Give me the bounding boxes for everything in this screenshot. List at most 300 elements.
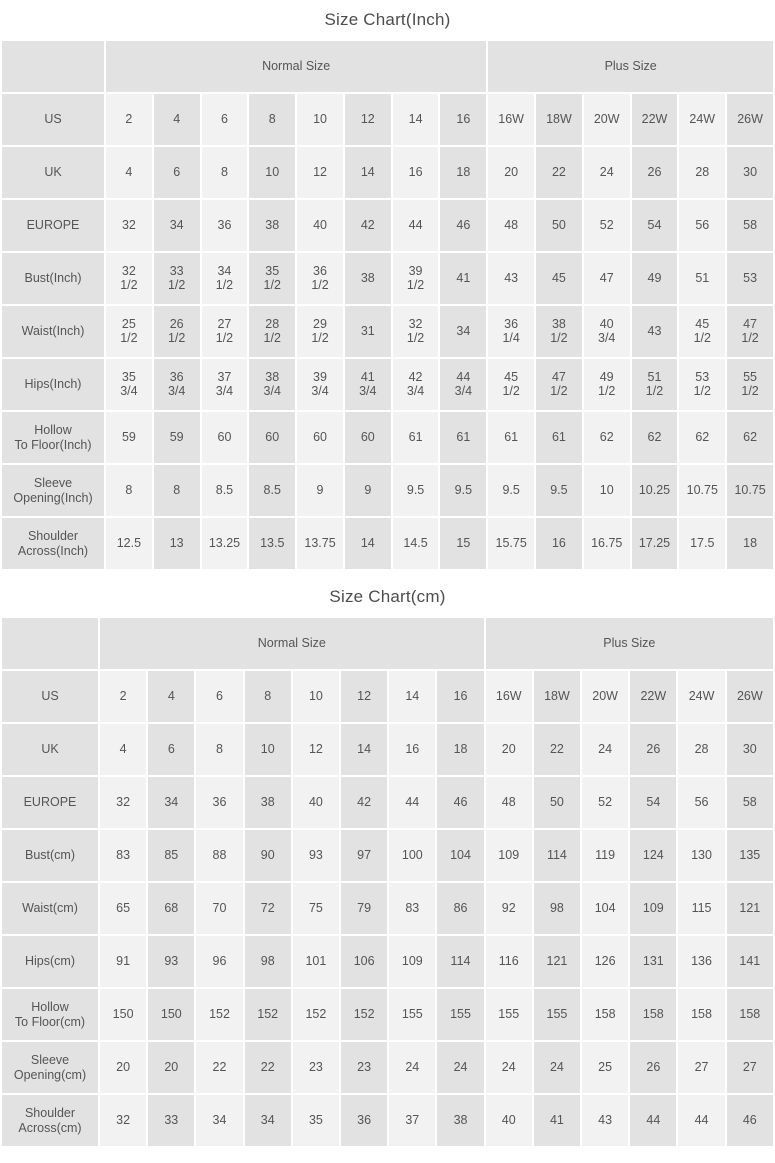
table-cell: 61 — [392, 411, 440, 464]
table-cell: 39 3/4 — [296, 358, 344, 411]
size-chart-inch-table — [0, 39, 775, 571]
table-cell: 83 — [99, 829, 147, 882]
table-cell: 28 — [678, 146, 726, 199]
table-cell: 98 — [244, 935, 292, 988]
table-cell: 59 — [105, 411, 153, 464]
table-row — [1, 1041, 774, 1094]
table-cell: 34 — [153, 199, 201, 252]
table-cell: 18 — [436, 723, 484, 776]
table-cell: 47 1/2 — [726, 305, 774, 358]
table-cell: 8 — [105, 464, 153, 517]
table-cell: 28 1/2 — [248, 305, 296, 358]
table-cell: 8.5 — [248, 464, 296, 517]
table-cell: 62 — [678, 411, 726, 464]
table-cell: 155 — [388, 988, 436, 1041]
row-label: Sleeve Opening(cm) — [1, 1041, 99, 1094]
table-row — [1, 93, 774, 146]
row-label: Hollow To Floor(cm) — [1, 988, 99, 1041]
table-cell: 60 — [248, 411, 296, 464]
table-cell: 46 — [439, 199, 487, 252]
table-cell: 36 1/2 — [296, 252, 344, 305]
table-cell: 72 — [244, 882, 292, 935]
table-cell: 131 — [629, 935, 677, 988]
table-cell: 114 — [533, 829, 581, 882]
table-cell: 9.5 — [439, 464, 487, 517]
table-cell: 16 — [392, 146, 440, 199]
table-cell: 109 — [388, 935, 436, 988]
table-cell: 17.25 — [631, 517, 679, 570]
table-cell: 56 — [678, 199, 726, 252]
table-cell: 90 — [244, 829, 292, 882]
table-cell: 6 — [147, 723, 195, 776]
table-cell: 8 — [201, 146, 249, 199]
table-cell: 16W — [487, 93, 535, 146]
table-cell: 141 — [726, 935, 774, 988]
row-label: UK — [1, 146, 105, 199]
table-cell: 61 — [487, 411, 535, 464]
table-cell: 68 — [147, 882, 195, 935]
size-chart-inch-section — [0, 0, 775, 571]
table-cell: 121 — [533, 935, 581, 988]
table-cell: 25 1/2 — [105, 305, 153, 358]
table-cell: 36 — [340, 1094, 388, 1147]
table-cell: 91 — [99, 935, 147, 988]
table-cell: 24 — [581, 723, 629, 776]
table-cell: 29 1/2 — [296, 305, 344, 358]
table-cell: 43 — [631, 305, 679, 358]
table-cell: 45 — [535, 252, 583, 305]
table-cell: 10 — [244, 723, 292, 776]
table-cell: 46 — [726, 1094, 774, 1147]
table-cell: 26W — [726, 93, 774, 146]
table-cell: 43 — [487, 252, 535, 305]
table-cell: 10 — [248, 146, 296, 199]
table-cell: 47 1/2 — [535, 358, 583, 411]
table-cell: 9.5 — [487, 464, 535, 517]
table-cell: 34 — [195, 1094, 243, 1147]
table-cell: 155 — [485, 988, 533, 1041]
table-cell: 27 1/2 — [201, 305, 249, 358]
table-cell: 22 — [535, 146, 583, 199]
table-cell: 104 — [436, 829, 484, 882]
corner-cell — [1, 40, 105, 93]
table-cell: 38 — [248, 199, 296, 252]
table-cell: 37 3/4 — [201, 358, 249, 411]
table-cell: 22W — [631, 93, 679, 146]
table-row — [1, 1094, 774, 1147]
group-header-row — [1, 40, 774, 93]
table-cell: 9 — [344, 464, 392, 517]
corner-cell — [1, 617, 99, 670]
table-cell: 116 — [485, 935, 533, 988]
table-cell: 24 — [436, 1041, 484, 1094]
table-cell: 62 — [631, 411, 679, 464]
table-cell: 16W — [485, 670, 533, 723]
table-cell: 61 — [439, 411, 487, 464]
table-cell: 10.25 — [631, 464, 679, 517]
table-cell: 135 — [726, 829, 774, 882]
table-cell: 83 — [388, 882, 436, 935]
table-cell: 16 — [436, 670, 484, 723]
table-cell: 16 — [388, 723, 436, 776]
table-cell: 52 — [583, 199, 631, 252]
table-cell: 50 — [533, 776, 581, 829]
table-cell: 20 — [487, 146, 535, 199]
table-cell: 34 — [439, 305, 487, 358]
table-cell: 9 — [296, 464, 344, 517]
table-cell: 24W — [678, 93, 726, 146]
row-label: Shoulder Across(cm) — [1, 1094, 99, 1147]
table-cell: 60 — [344, 411, 392, 464]
table-row — [1, 988, 774, 1041]
row-label: US — [1, 670, 99, 723]
size-chart-cm-section — [0, 577, 775, 1148]
table-cell: 33 — [147, 1094, 195, 1147]
table-cell: 30 — [726, 146, 774, 199]
size-chart-inch-title: Size Chart(Inch) — [324, 10, 451, 29]
table-cell: 54 — [631, 199, 679, 252]
table-cell: 36 1/4 — [487, 305, 535, 358]
group-header-plus-size: Plus Size — [485, 617, 774, 670]
table-cell: 52 — [581, 776, 629, 829]
table-cell: 16 — [439, 93, 487, 146]
table-row — [1, 723, 774, 776]
table-cell: 26 — [629, 1041, 677, 1094]
table-cell: 18 — [726, 517, 774, 570]
table-cell: 12 — [292, 723, 340, 776]
row-label: EUROPE — [1, 199, 105, 252]
table-cell: 155 — [533, 988, 581, 1041]
table-cell: 152 — [292, 988, 340, 1041]
table-cell: 54 — [629, 776, 677, 829]
table-cell: 36 — [195, 776, 243, 829]
table-cell: 42 — [340, 776, 388, 829]
table-cell: 41 — [533, 1094, 581, 1147]
table-cell: 40 — [485, 1094, 533, 1147]
table-cell: 14 — [340, 723, 388, 776]
table-cell: 36 — [201, 199, 249, 252]
table-cell: 34 — [244, 1094, 292, 1147]
table-row — [1, 358, 774, 411]
table-cell: 100 — [388, 829, 436, 882]
table-cell: 38 — [244, 776, 292, 829]
table-cell: 12.5 — [105, 517, 153, 570]
table-cell: 32 — [105, 199, 153, 252]
table-cell: 88 — [195, 829, 243, 882]
table-row — [1, 464, 774, 517]
table-cell: 27 — [677, 1041, 725, 1094]
table-cell: 158 — [677, 988, 725, 1041]
table-cell: 4 — [105, 146, 153, 199]
table-cell: 40 — [292, 776, 340, 829]
table-cell: 56 — [677, 776, 725, 829]
table-cell: 24 — [388, 1041, 436, 1094]
table-cell: 32 — [99, 776, 147, 829]
table-cell: 4 — [153, 93, 201, 146]
table-cell: 130 — [677, 829, 725, 882]
table-cell: 150 — [99, 988, 147, 1041]
table-cell: 79 — [340, 882, 388, 935]
table-cell: 16 — [535, 517, 583, 570]
table-cell: 8 — [248, 93, 296, 146]
table-cell: 23 — [292, 1041, 340, 1094]
table-cell: 62 — [583, 411, 631, 464]
table-cell: 44 — [392, 199, 440, 252]
table-cell: 51 1/2 — [631, 358, 679, 411]
table-cell: 10.75 — [678, 464, 726, 517]
table-cell: 8 — [153, 464, 201, 517]
table-cell: 36 3/4 — [153, 358, 201, 411]
row-label: Shoulder Across(Inch) — [1, 517, 105, 570]
table-cell: 22 — [195, 1041, 243, 1094]
table-cell: 6 — [153, 146, 201, 199]
table-cell: 98 — [533, 882, 581, 935]
size-chart-cm-table — [0, 616, 775, 1148]
table-cell: 44 — [388, 776, 436, 829]
table-cell: 101 — [292, 935, 340, 988]
table-cell: 13 — [153, 517, 201, 570]
table-cell: 38 3/4 — [248, 358, 296, 411]
table-cell: 28 — [677, 723, 725, 776]
table-cell: 18W — [535, 93, 583, 146]
table-row — [1, 935, 774, 988]
table-cell: 20 — [485, 723, 533, 776]
table-cell: 93 — [292, 829, 340, 882]
size-chart-inch-body — [1, 40, 774, 570]
table-cell: 24 — [533, 1041, 581, 1094]
table-cell: 39 1/2 — [392, 252, 440, 305]
table-cell: 31 — [344, 305, 392, 358]
table-row — [1, 776, 774, 829]
table-cell: 97 — [340, 829, 388, 882]
table-cell: 14 — [344, 146, 392, 199]
table-cell: 48 — [485, 776, 533, 829]
table-cell: 13.75 — [296, 517, 344, 570]
table-cell: 16.75 — [583, 517, 631, 570]
row-label: Sleeve Opening(Inch) — [1, 464, 105, 517]
row-label: US — [1, 93, 105, 146]
row-label: EUROPE — [1, 776, 99, 829]
table-cell: 104 — [581, 882, 629, 935]
table-cell: 35 — [292, 1094, 340, 1147]
table-cell: 13.5 — [248, 517, 296, 570]
table-cell: 41 — [439, 252, 487, 305]
table-cell: 43 — [581, 1094, 629, 1147]
table-cell: 38 — [436, 1094, 484, 1147]
table-row — [1, 670, 774, 723]
size-chart-cm-title: Size Chart(cm) — [329, 587, 446, 606]
table-cell: 26 — [631, 146, 679, 199]
table-cell: 53 1/2 — [678, 358, 726, 411]
table-cell: 4 — [147, 670, 195, 723]
table-cell: 40 3/4 — [583, 305, 631, 358]
table-cell: 18W — [533, 670, 581, 723]
table-row — [1, 411, 774, 464]
row-label: Hollow To Floor(Inch) — [1, 411, 105, 464]
table-cell: 119 — [581, 829, 629, 882]
table-cell: 24 — [583, 146, 631, 199]
table-cell: 26W — [726, 670, 774, 723]
table-cell: 15.75 — [487, 517, 535, 570]
table-cell: 24W — [677, 670, 725, 723]
group-header-normal-size: Normal Size — [105, 40, 487, 93]
table-cell: 42 — [344, 199, 392, 252]
table-cell: 59 — [153, 411, 201, 464]
table-cell: 12 — [344, 93, 392, 146]
table-cell: 49 — [631, 252, 679, 305]
table-cell: 150 — [147, 988, 195, 1041]
table-cell: 35 3/4 — [105, 358, 153, 411]
group-header-row — [1, 617, 774, 670]
table-cell: 53 — [726, 252, 774, 305]
table-cell: 33 1/2 — [153, 252, 201, 305]
table-cell: 41 3/4 — [344, 358, 392, 411]
table-cell: 61 — [535, 411, 583, 464]
size-chart-cm-body — [1, 617, 774, 1147]
table-cell: 158 — [726, 988, 774, 1041]
table-cell: 45 1/2 — [678, 305, 726, 358]
table-cell: 2 — [99, 670, 147, 723]
table-row — [1, 882, 774, 935]
table-cell: 109 — [629, 882, 677, 935]
table-cell: 152 — [340, 988, 388, 1041]
table-cell: 152 — [244, 988, 292, 1041]
table-cell: 20W — [583, 93, 631, 146]
table-cell: 109 — [485, 829, 533, 882]
table-cell: 155 — [436, 988, 484, 1041]
table-cell: 44 3/4 — [439, 358, 487, 411]
table-cell: 42 3/4 — [392, 358, 440, 411]
table-cell: 22W — [629, 670, 677, 723]
table-cell: 27 — [726, 1041, 774, 1094]
table-cell: 10 — [292, 670, 340, 723]
table-cell: 6 — [201, 93, 249, 146]
table-cell: 22 — [244, 1041, 292, 1094]
table-cell: 6 — [195, 670, 243, 723]
table-cell: 49 1/2 — [583, 358, 631, 411]
table-cell: 55 1/2 — [726, 358, 774, 411]
table-row — [1, 829, 774, 882]
table-row — [1, 305, 774, 358]
table-cell: 32 1/2 — [392, 305, 440, 358]
table-cell: 60 — [201, 411, 249, 464]
table-cell: 10 — [296, 93, 344, 146]
table-cell: 152 — [195, 988, 243, 1041]
table-cell: 34 1/2 — [201, 252, 249, 305]
table-cell: 47 — [583, 252, 631, 305]
table-cell: 96 — [195, 935, 243, 988]
table-cell: 124 — [629, 829, 677, 882]
table-cell: 14 — [344, 517, 392, 570]
table-cell: 75 — [292, 882, 340, 935]
table-cell: 20W — [581, 670, 629, 723]
table-cell: 25 — [581, 1041, 629, 1094]
table-cell: 8 — [195, 723, 243, 776]
table-cell: 62 — [726, 411, 774, 464]
table-cell: 20 — [99, 1041, 147, 1094]
table-cell: 48 — [487, 199, 535, 252]
table-cell: 26 — [629, 723, 677, 776]
table-cell: 10 — [583, 464, 631, 517]
table-cell: 8.5 — [201, 464, 249, 517]
table-cell: 136 — [677, 935, 725, 988]
table-cell: 9.5 — [392, 464, 440, 517]
table-cell: 9.5 — [535, 464, 583, 517]
table-cell: 51 — [678, 252, 726, 305]
table-cell: 44 — [677, 1094, 725, 1147]
row-label: Bust(cm) — [1, 829, 99, 882]
table-cell: 121 — [726, 882, 774, 935]
table-cell: 23 — [340, 1041, 388, 1094]
table-cell: 12 — [340, 670, 388, 723]
table-cell: 58 — [726, 199, 774, 252]
row-label: Waist(cm) — [1, 882, 99, 935]
table-cell: 50 — [535, 199, 583, 252]
table-cell: 126 — [581, 935, 629, 988]
table-cell: 8 — [244, 670, 292, 723]
table-cell: 158 — [629, 988, 677, 1041]
table-cell: 65 — [99, 882, 147, 935]
table-cell: 14 — [388, 670, 436, 723]
table-cell: 45 1/2 — [487, 358, 535, 411]
table-cell: 38 — [344, 252, 392, 305]
table-cell: 4 — [99, 723, 147, 776]
table-cell: 44 — [629, 1094, 677, 1147]
table-cell: 22 — [533, 723, 581, 776]
table-cell: 60 — [296, 411, 344, 464]
table-row — [1, 199, 774, 252]
row-label: Hips(Inch) — [1, 358, 105, 411]
table-cell: 14.5 — [392, 517, 440, 570]
table-cell: 85 — [147, 829, 195, 882]
table-cell: 15 — [439, 517, 487, 570]
table-cell: 114 — [436, 935, 484, 988]
table-cell: 26 1/2 — [153, 305, 201, 358]
table-cell: 86 — [436, 882, 484, 935]
table-cell: 18 — [439, 146, 487, 199]
table-cell: 13.25 — [201, 517, 249, 570]
table-cell: 40 — [296, 199, 344, 252]
table-cell: 158 — [581, 988, 629, 1041]
table-cell: 20 — [147, 1041, 195, 1094]
table-row — [1, 517, 774, 570]
table-cell: 115 — [677, 882, 725, 935]
table-cell: 2 — [105, 93, 153, 146]
row-label: Hips(cm) — [1, 935, 99, 988]
table-cell: 35 1/2 — [248, 252, 296, 305]
table-cell: 92 — [485, 882, 533, 935]
table-cell: 10.75 — [726, 464, 774, 517]
table-row — [1, 146, 774, 199]
table-cell: 70 — [195, 882, 243, 935]
table-cell: 58 — [726, 776, 774, 829]
table-cell: 93 — [147, 935, 195, 988]
table-cell: 24 — [485, 1041, 533, 1094]
table-cell: 37 — [388, 1094, 436, 1147]
table-cell: 46 — [436, 776, 484, 829]
table-cell: 32 — [99, 1094, 147, 1147]
table-cell: 30 — [726, 723, 774, 776]
table-cell: 32 1/2 — [105, 252, 153, 305]
table-cell: 14 — [392, 93, 440, 146]
table-cell: 17.5 — [678, 517, 726, 570]
table-cell: 106 — [340, 935, 388, 988]
table-row — [1, 252, 774, 305]
row-label: Bust(Inch) — [1, 252, 105, 305]
group-header-normal-size: Normal Size — [99, 617, 485, 670]
table-cell: 38 1/2 — [535, 305, 583, 358]
group-header-plus-size: Plus Size — [487, 40, 774, 93]
